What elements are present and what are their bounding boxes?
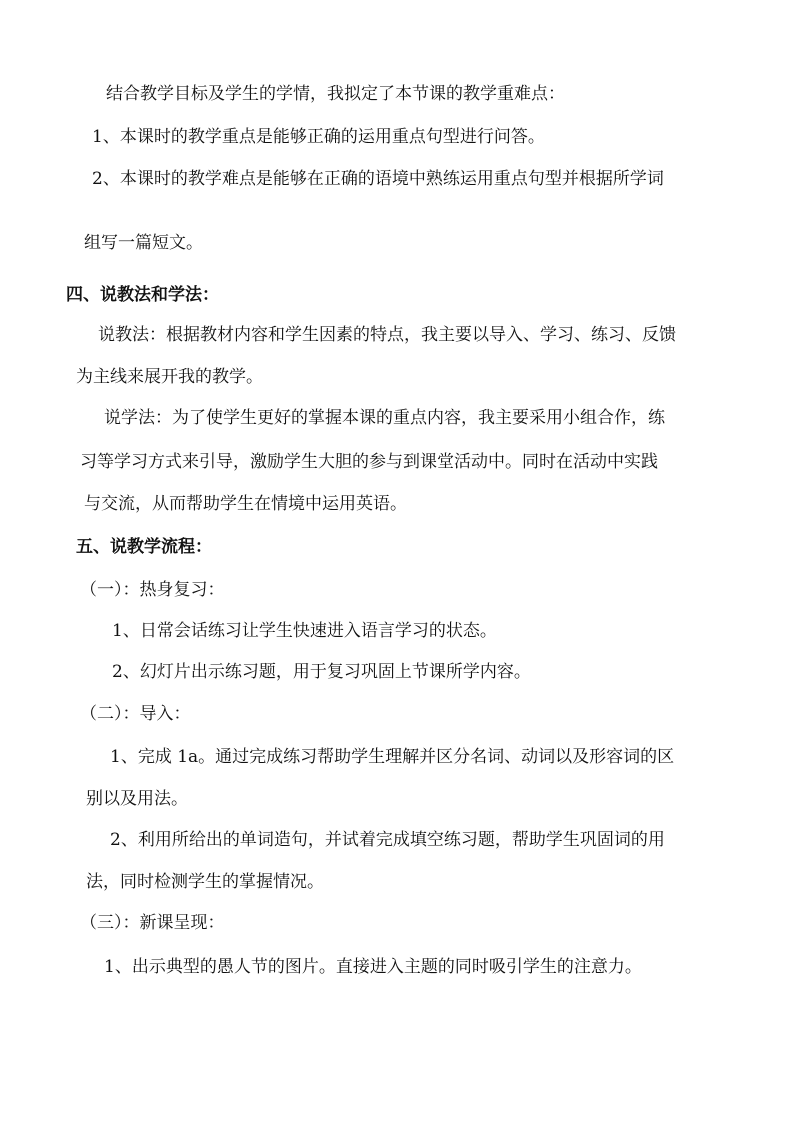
step-1-item-2: 2、幻灯片出示练习题，用于复习巩固上节课所学内容。 <box>112 662 531 682</box>
section-4-heading: 四、说教法和学法： <box>66 285 219 305</box>
intro-paragraph: 结合教学目标及学生的学情，我拟定了本节课的教学重难点： <box>106 84 565 104</box>
step-2-heading: （二）：导入： <box>80 704 191 724</box>
learning-method-line-2: 习等学习方式来引导，激励学生大胆的参与到课堂活动中。同时在活动中实践 <box>80 452 658 472</box>
teaching-method-line-1: 说教法：根据教材内容和学生因素的特点，我主要以导入、学习、练习、反馈 <box>98 325 676 345</box>
difficult-point-line-1: 2、本课时的教学难点是能够在正确的语境中熟练运用重点句型并根据所学词 <box>92 169 664 189</box>
step-1-item-1: 1、日常会话练习让学生快速进入语言学习的状态。 <box>112 621 497 641</box>
step-2-item-1-line-2: 别以及用法。 <box>86 789 188 809</box>
learning-method-line-3: 与交流，从而帮助学生在情境中运用英语。 <box>84 494 407 514</box>
step-2-item-2-line-1: 2、利用所给出的单词造句，并试着完成填空练习题，帮助学生巩固词的用 <box>110 830 665 850</box>
section-5-heading: 五、说教学流程： <box>76 537 212 557</box>
step-3-item-1: 1、出示典型的愚人节的图片。直接进入主题的同时吸引学生的注意力。 <box>104 957 642 977</box>
step-2-item-2-line-2: 法，同时检测学生的掌握情况。 <box>86 872 324 892</box>
step-1-heading: （一）：热身复习： <box>80 580 225 600</box>
key-point-item: 1、本课时的教学重点是能够正确的运用重点句型进行问答。 <box>92 127 545 147</box>
learning-method-line-1: 说学法：为了使学生更好的掌握本课的重点内容，我主要采用小组合作，练 <box>104 408 665 428</box>
step-2-item-1-line-1: 1、完成 1a。通过完成练习帮助学生理解并区分名词、动词以及形容词的区 <box>110 747 675 767</box>
teaching-method-line-2: 为主线来展开我的教学。 <box>76 367 263 387</box>
step-3-heading: （三）：新课呈现： <box>80 913 225 933</box>
difficult-point-line-2: 组写一篇短文。 <box>84 233 203 253</box>
